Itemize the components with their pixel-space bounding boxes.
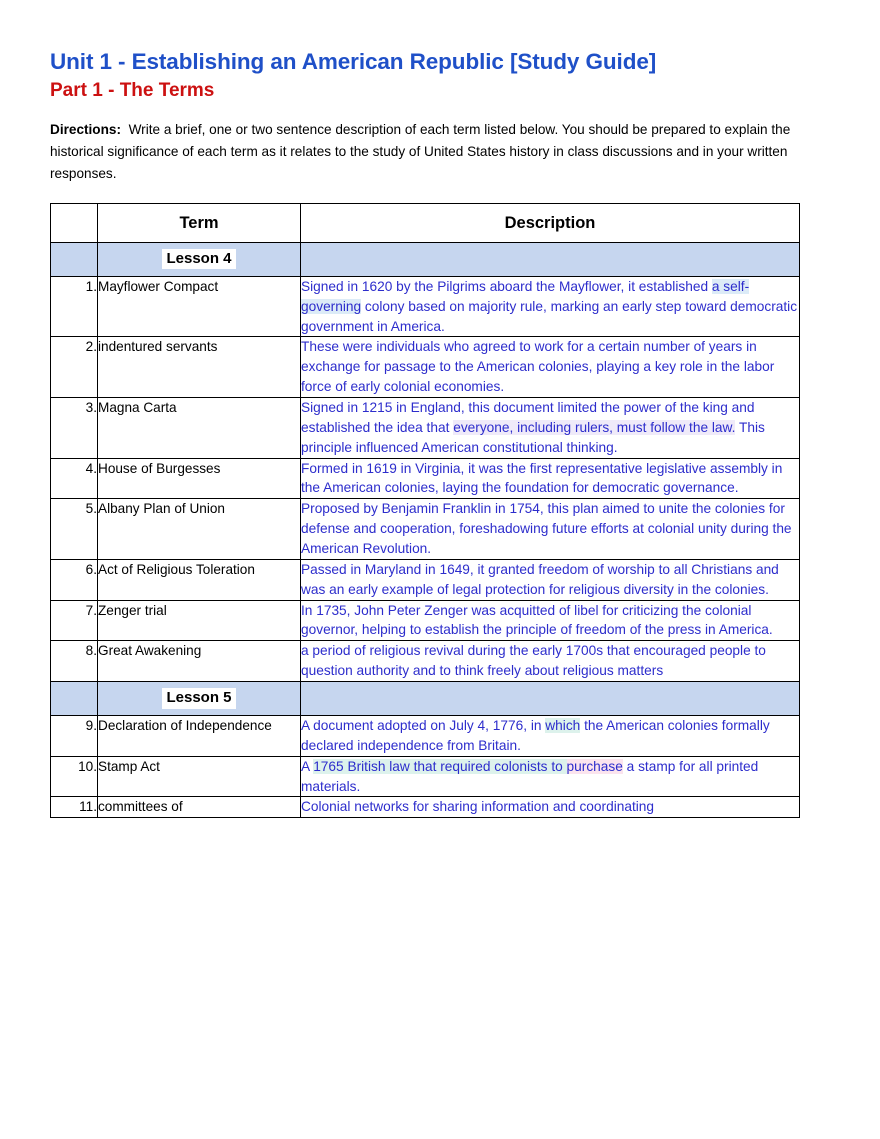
lesson-label: Lesson 5 [162, 688, 235, 708]
page-title: Unit 1 - Establishing an American Republic [Study Guide] [50, 49, 657, 74]
lesson-label-wrapper [98, 249, 300, 269]
table-row [51, 337, 800, 398]
lesson-label: Lesson 4 [162, 249, 235, 269]
description-text-segment: colony based on majority rule, marking an early step toward democratic government in America. [301, 298, 798, 334]
term-name: Stamp Act [98, 756, 301, 797]
table-row [51, 398, 800, 459]
term-number: 2. [51, 337, 98, 398]
term-name: Act of Religious Toleration [98, 559, 301, 600]
term-name: Zenger trial [98, 600, 301, 641]
term-description[interactable] [301, 398, 800, 459]
term-name: Declaration of Independence [98, 716, 301, 757]
directions-label: Directions: [50, 121, 122, 137]
description-text-segment: Signed in 1215 in England, this document limited the power of the king and established the idea that [301, 400, 755, 435]
column-header-number [51, 203, 98, 242]
table-header-row [51, 203, 800, 242]
term-description[interactable] [301, 797, 800, 818]
description-highlight-lavender: everyone, including rulers, must follow the law. [453, 419, 736, 435]
directions-paragraph [50, 119, 822, 185]
document-content [50, 48, 830, 818]
term-description[interactable] [301, 276, 800, 337]
term-number: 9. [51, 716, 98, 757]
lesson-row-description-cell [301, 682, 800, 716]
description-text-segment: Passed in Maryland in 1649, it granted freedom of worship to all Christians and was an early example of legal protection for religious diversity in the colonies. [301, 561, 779, 597]
term-name: indentured servants [98, 337, 301, 398]
table-row [51, 458, 800, 499]
term-number: 6. [51, 559, 98, 600]
description-highlight-blue: a self-governing [301, 278, 750, 314]
term-number: 5. [51, 499, 98, 560]
lesson-row-term-cell [98, 242, 301, 276]
description-text-segment: a stamp for all printed materials. [301, 758, 759, 794]
description-text-segment: the American colonies formally declared independence from Britain. [301, 718, 770, 753]
term-number: 11. [51, 797, 98, 818]
description-text-segment: In 1735, John Peter Zenger was acquitted of libel for criticizing the colonial governor, helping to establish the principle of freedom of the press in America. [301, 602, 773, 638]
description-text-segment: a period of religious revival during the early 1700s that encouraged people to question authority and to think freely about religious matters [301, 643, 766, 679]
term-number: 1. [51, 276, 98, 337]
term-name: Albany Plan of Union [98, 499, 301, 560]
term-description[interactable] [301, 756, 800, 797]
term-number: 7. [51, 600, 98, 641]
term-description[interactable] [301, 458, 800, 499]
description-text-segment: Formed in 1619 in Virginia, it was the first representative legislative assembly in the American colonies, laying the foundation for democratic governance. [301, 460, 783, 496]
page-subtitle: Part 1 - The Terms [50, 80, 215, 101]
table-body [51, 242, 800, 817]
table-row [51, 641, 800, 682]
term-name: Great Awakening [98, 641, 301, 682]
description-text-segment: This principle influenced American constitutional thinking. [301, 419, 765, 455]
table-row [51, 756, 800, 797]
term-description[interactable] [301, 716, 800, 757]
column-header-description [301, 203, 800, 242]
table-row [51, 600, 800, 641]
table-row [51, 716, 800, 757]
description-text-segment: Colonial networks for sharing information and coordinating [301, 799, 655, 815]
term-number: 4. [51, 458, 98, 499]
lesson-divider-row [51, 682, 800, 716]
description-text-segment: These were individuals who agreed to work for a certain number of years in exchange for passage to the American colonies, playing a key role in the labor force of early colonial economies. [301, 339, 775, 395]
lesson-row-number-cell [51, 242, 98, 276]
column-header-term-label: Term [179, 213, 219, 232]
terms-table [50, 203, 800, 818]
lesson-row-description-cell [301, 242, 800, 276]
description-text-segment: A [301, 758, 314, 774]
description-highlight-pink: purchase [566, 758, 623, 774]
term-description[interactable] [301, 337, 800, 398]
table-row [51, 797, 800, 818]
term-description[interactable] [301, 600, 800, 641]
table-header [51, 203, 800, 242]
description-highlight-mint: 1765 British law that required colonists to [313, 758, 567, 774]
term-number: 8. [51, 641, 98, 682]
lesson-row-term-cell [98, 682, 301, 716]
description-text-segment: Signed in 1620 by the Pilgrims aboard the Mayflower, it established [301, 278, 712, 294]
term-name: Mayflower Compact [98, 276, 301, 337]
term-number: 3. [51, 398, 98, 459]
lesson-row-number-cell [51, 682, 98, 716]
table-row [51, 276, 800, 337]
lesson-divider-row [51, 242, 800, 276]
description-text-segment: Proposed by Benjamin Franklin in 1754, this plan aimed to unite the colonies for defense and cooperation, foreshadowing future efforts at colonial unity during the American Revolution. [301, 501, 792, 557]
description-highlight-mint: which [545, 718, 581, 734]
term-description[interactable] [301, 499, 800, 560]
column-header-description-label: Description [504, 213, 596, 232]
description-text-segment: A document adopted on July 4, 1776, in [301, 718, 546, 734]
term-name: Magna Carta [98, 398, 301, 459]
table-row [51, 499, 800, 560]
term-name: committees of [98, 797, 301, 818]
term-description[interactable] [301, 641, 800, 682]
lesson-label-wrapper [98, 688, 300, 708]
term-description[interactable] [301, 559, 800, 600]
term-name: House of Burgesses [98, 458, 301, 499]
column-header-term [98, 203, 301, 242]
term-number: 10. [51, 756, 98, 797]
directions-body: Write a brief, one or two sentence description of each term listed below. You should be prepared to explain the historical significance of each term as it relates to the study of United States history in class discussions and in your written responses. [50, 121, 791, 181]
table-row [51, 559, 800, 600]
